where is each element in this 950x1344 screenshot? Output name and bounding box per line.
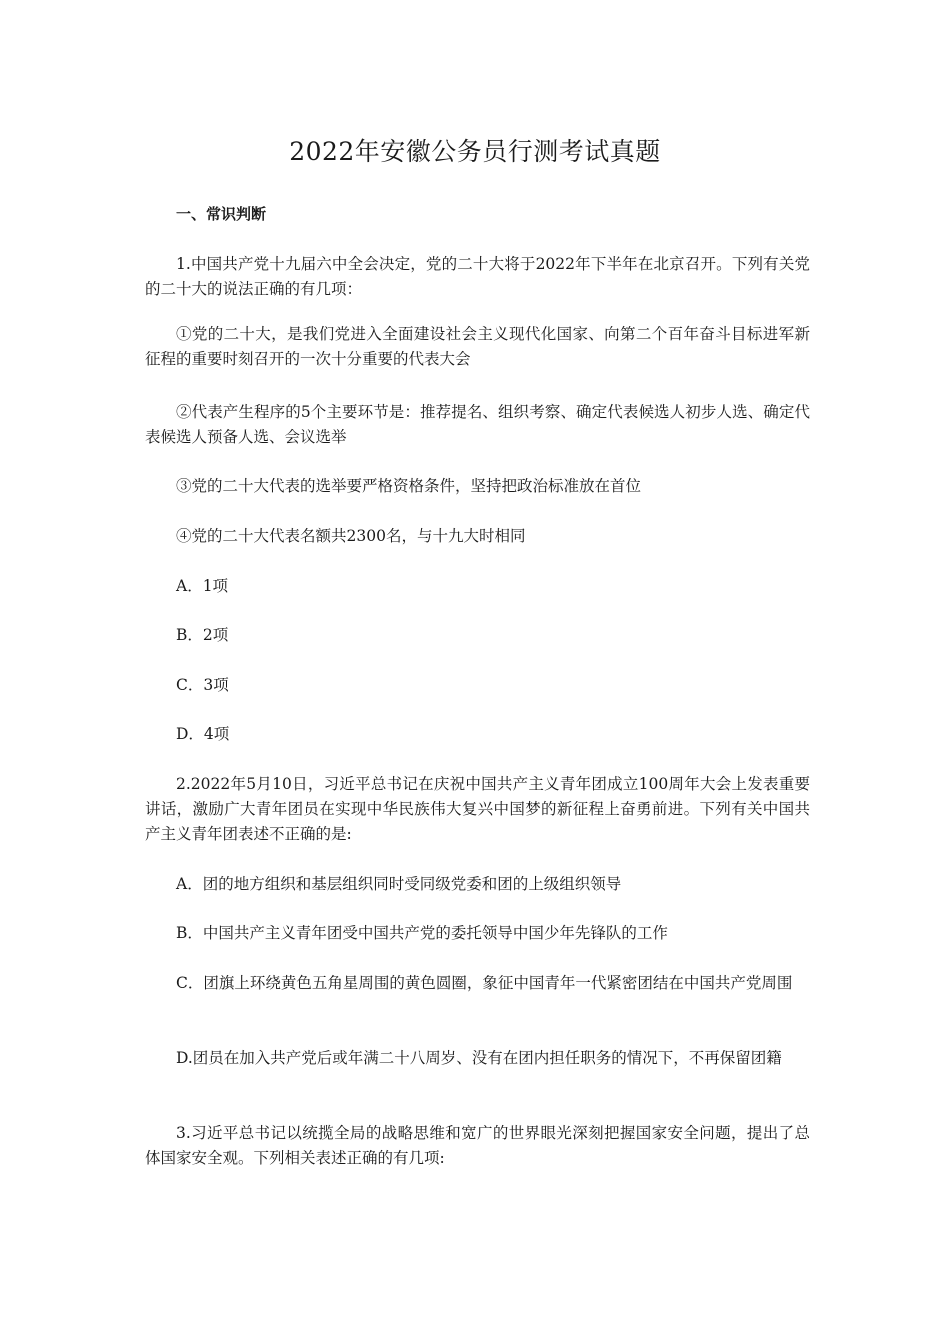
question-1-option-c: C．3项 [176,676,229,694]
question-1-option-d: D．4项 [176,725,230,743]
question-3-stem: 3.习近平总书记以统揽全局的战略思维和宽广的世界眼光深刻把握国家安全问题，提出了总体国家安全观。下列相关表述正确的有几项: [145,1124,810,1167]
question-2-option-d: D.团员在加入共产党后或年满二十八周岁、没有在团内担任职务的情况下，不再保留团籍 [176,1049,782,1067]
question-1-statement-3: ③党的二十大代表的选举要严格资格条件，坚持把政治标准放在首位 [176,477,642,495]
question-1-statement-4: ④党的二十大代表名额共2300名，与十九大时相同 [176,527,526,545]
question-1-option-b: B．2项 [176,626,229,644]
question-1-statement-1: ①党的二十大，是我们党进入全面建设社会主义现代化国家、向第二个百年奋斗目标进军新征程的重要时刻召开的一次十分重要的代表大会 [145,325,810,368]
document-title: 2022年安徽公务员行测考试真题 [289,137,661,166]
question-2-stem: 2.2022年5月10日，习近平总书记在庆祝中国共产主义青年团成立100周年大会上发表重要讲话，激励广大青年团员在实现中华民族伟大复兴中国梦的新征程上奋勇前进。下列有关中国共产主义青年团表述不正确的是: [145,775,810,843]
section-title: 一、常识判断 [176,205,267,223]
question-1-stem: 1.中国共产党十九届六中全会决定，党的二十大将于2022年下半年在北京召开。下列有关党的二十大的说法正确的有几项： [145,255,810,298]
question-2-option-a: A．团的地方组织和基层组织同时受同级党委和团的上级组织领导 [176,875,622,893]
question-1-option-a: A．1项 [176,577,229,595]
question-2-option-b: B．中国共产主义青年团受中国共产党的委托领导中国少年先锋队的工作 [176,924,668,942]
question-2-option-c: C．团旗上环绕黄色五角星周围的黄色圆圈，象征中国青年一代紧密团结在中国共产党周围 [176,974,793,992]
question-1-statement-2: ②代表产生程序的5个主要环节是：推荐提名、组织考察、确定代表候选人初步人选、确定代表候选人预备人选、会议选举 [145,403,810,446]
